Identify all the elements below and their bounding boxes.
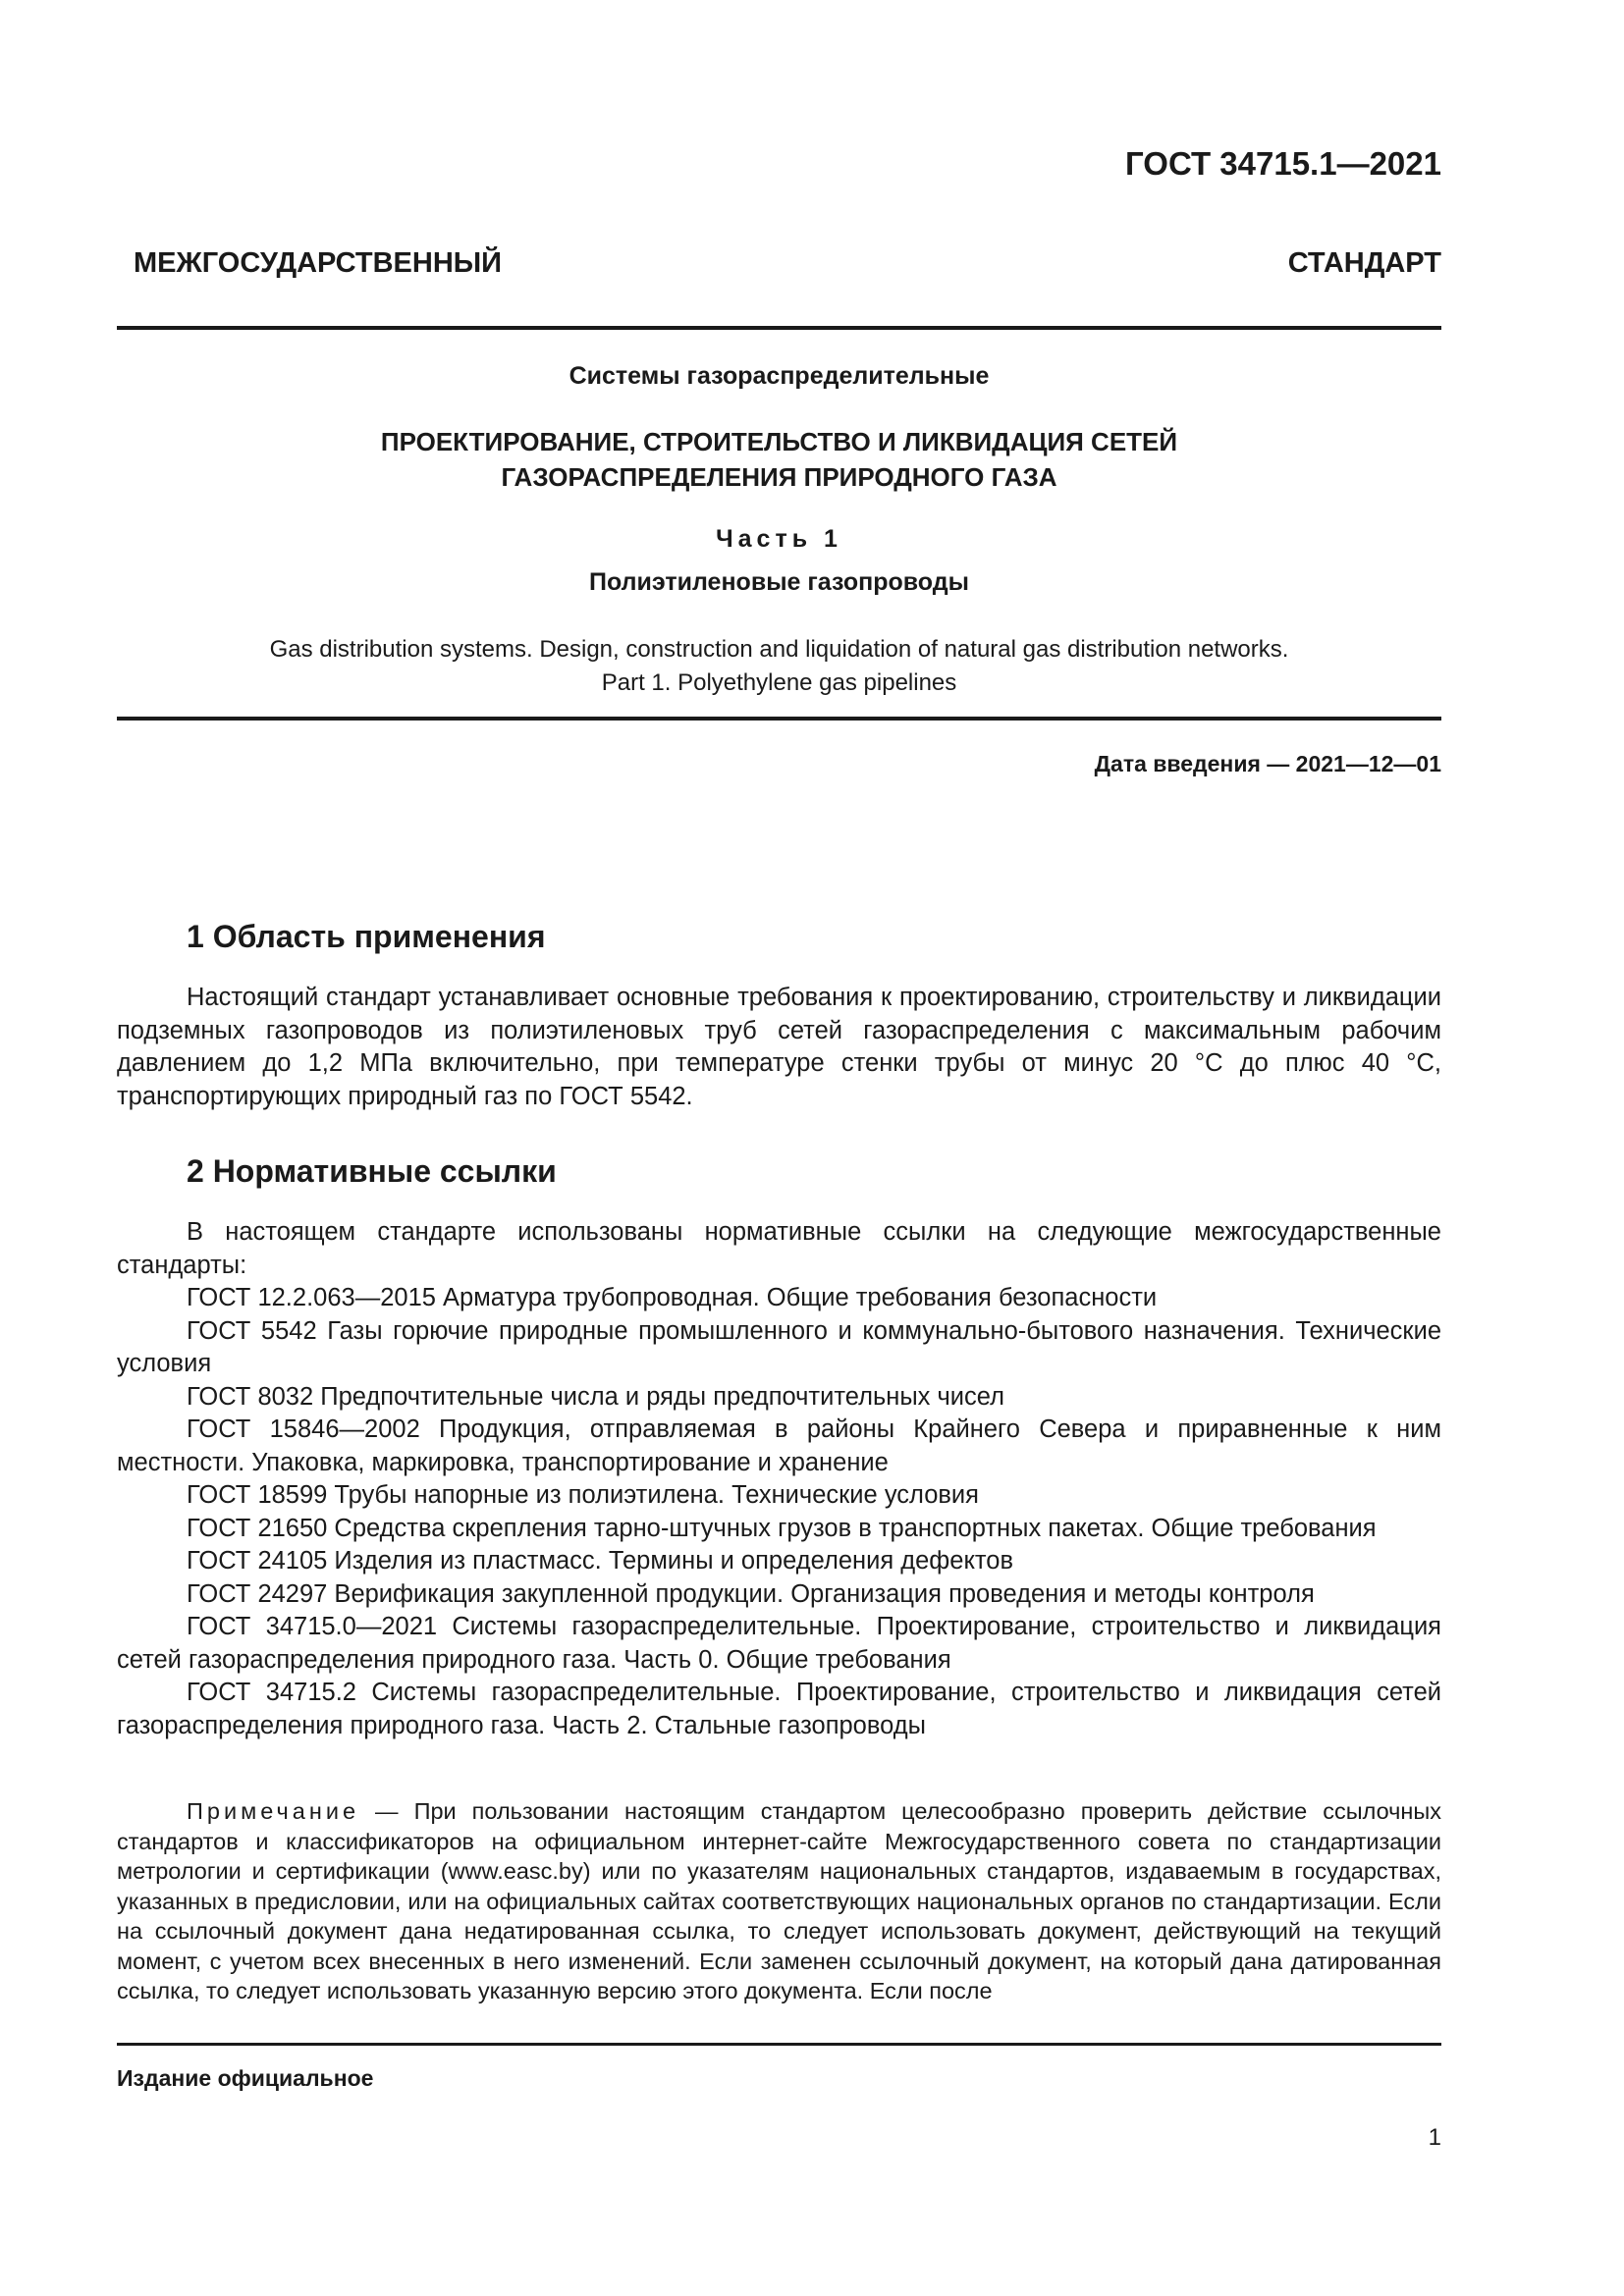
page-number: 1 (1428, 2124, 1441, 2151)
title-subtitle: Полиэтиленовые газопроводы (589, 568, 969, 596)
reference-item: ГОСТ 12.2.063—2015 Арматура трубопроводная. Общие требования безопасности (187, 1284, 1158, 1311)
section2-body (117, 1216, 1441, 1742)
introduction-date: Дата введения — 2021—12—01 (1094, 751, 1441, 776)
title-english-line2: Part 1. Polyethylene gas pipelines (601, 669, 957, 696)
standard-type-heading: МЕЖГОСУДАРСТВЕННЫЙ СТАНДАРТ (134, 247, 1441, 279)
title-systems: Системы газораспределительные (568, 362, 990, 390)
reference-item: ГОСТ 8032 Предпочтительные числа и ряды предпочтительных чисел (187, 1382, 1004, 1411)
section2-heading: 2 Нормативные ссылки (187, 1153, 557, 1189)
reference-item: ГОСТ 24105 Изделия из пластмасс. Термины и определения дефектов (187, 1547, 1014, 1575)
section2-note (117, 1796, 1441, 2006)
title-main (117, 424, 1441, 495)
reference-item: ГОСТ 24297 Верификация закупленной продукции. Организация проведения и методы контроля (187, 1579, 1315, 1608)
title-english (117, 633, 1441, 700)
note-paragraph (117, 1796, 1441, 2006)
note-text: — При пользовании настоящим стандартом целесообразно проверить действие ссылочных стандартов и классификаторов на официальном интернет-сайте Межгосударственного совета по стандартизации метрологии и сертификации (www.easc.by) или по указателям национальных стандартов, издаваемым в государствах, указанных в предисловии, или на официальных сайтах соответствующих национальных органов по стандартизации. Если на ссылочный документ дана недатированная ссылка, то следует использовать документ, действующий на текущий момент, с учетом всех внесенных в него изменений. Если заменен ссылочный документ, на который дана датированная ссылка, то следует использовать указанную версию этого документа. Если после (117, 1798, 1441, 2003)
reference-item: ГОСТ 34715.2 Системы газораспределительные. Проектирование, строительство и ликвидация сетей газораспределения природного газа. Часть 2. Стальные газопроводы (117, 1679, 1441, 1739)
reference-item: ГОСТ 15846—2002 Продукция, отправляемая в районы Крайнего Севера и приравненные к ним местности. Упаковка, маркировка, транспортирование и хранение (117, 1415, 1441, 1476)
document-code: ГОСТ 34715.1—2021 (1125, 145, 1441, 182)
reference-item: ГОСТ 18599 Трубы напорные из полиэтилена. Технические условия (187, 1481, 979, 1509)
note-label: Примечание (187, 1798, 360, 1824)
top-divider (117, 326, 1441, 330)
reference-item: ГОСТ 5542 Газы горючие природные промышленного и коммунально-бытового назначения. Технические условия (117, 1316, 1441, 1377)
section1-body (117, 982, 1441, 1113)
edition-label: Издание официальное (117, 2065, 374, 2091)
title-english-line1: Gas distribution systems. Design, construction and liquidation of natural gas distribution networks. (269, 636, 1289, 663)
section1-heading: 1 Область применения (187, 919, 546, 954)
section2-intro: В настоящем стандарте использованы нормативные ссылки на следующие межгосударственные стандарты: (117, 1218, 1441, 1279)
title-part: Часть 1 (716, 525, 842, 553)
footer-divider (117, 2043, 1441, 2046)
reference-item: ГОСТ 34715.0—2021 Системы газораспределительные. Проектирование, строительство и ликвидация сетей газораспределения природного газа. Часть 0. Общие требования (117, 1613, 1441, 1674)
title-main-text: ПРОЕКТИРОВАНИЕ, СТРОИТЕЛЬСТВО И ЛИКВИДАЦИЯ СЕТЕЙ ГАЗОРАСПРЕДЕЛЕНИЯ ПРИРОДНОГО ГАЗА (380, 427, 1178, 492)
section1-text: Настоящий стандарт устанавливает основные требования к проектированию, строительству и ликвидации подземных газопроводов из полиэтиленовых труб сетей газораспределения с максимальным рабочим давлением до 1,2 МПа включительно, при температуре стенки трубы от минус 20 °С до плюс 40 °С, транспортирующих природный газ по ГОСТ 5542. (117, 984, 1441, 1110)
reference-item: ГОСТ 21650 Средства скрепления тарно-штучных грузов в транспортных пакетах. Общие требования (187, 1514, 1377, 1542)
title-divider (117, 717, 1441, 721)
